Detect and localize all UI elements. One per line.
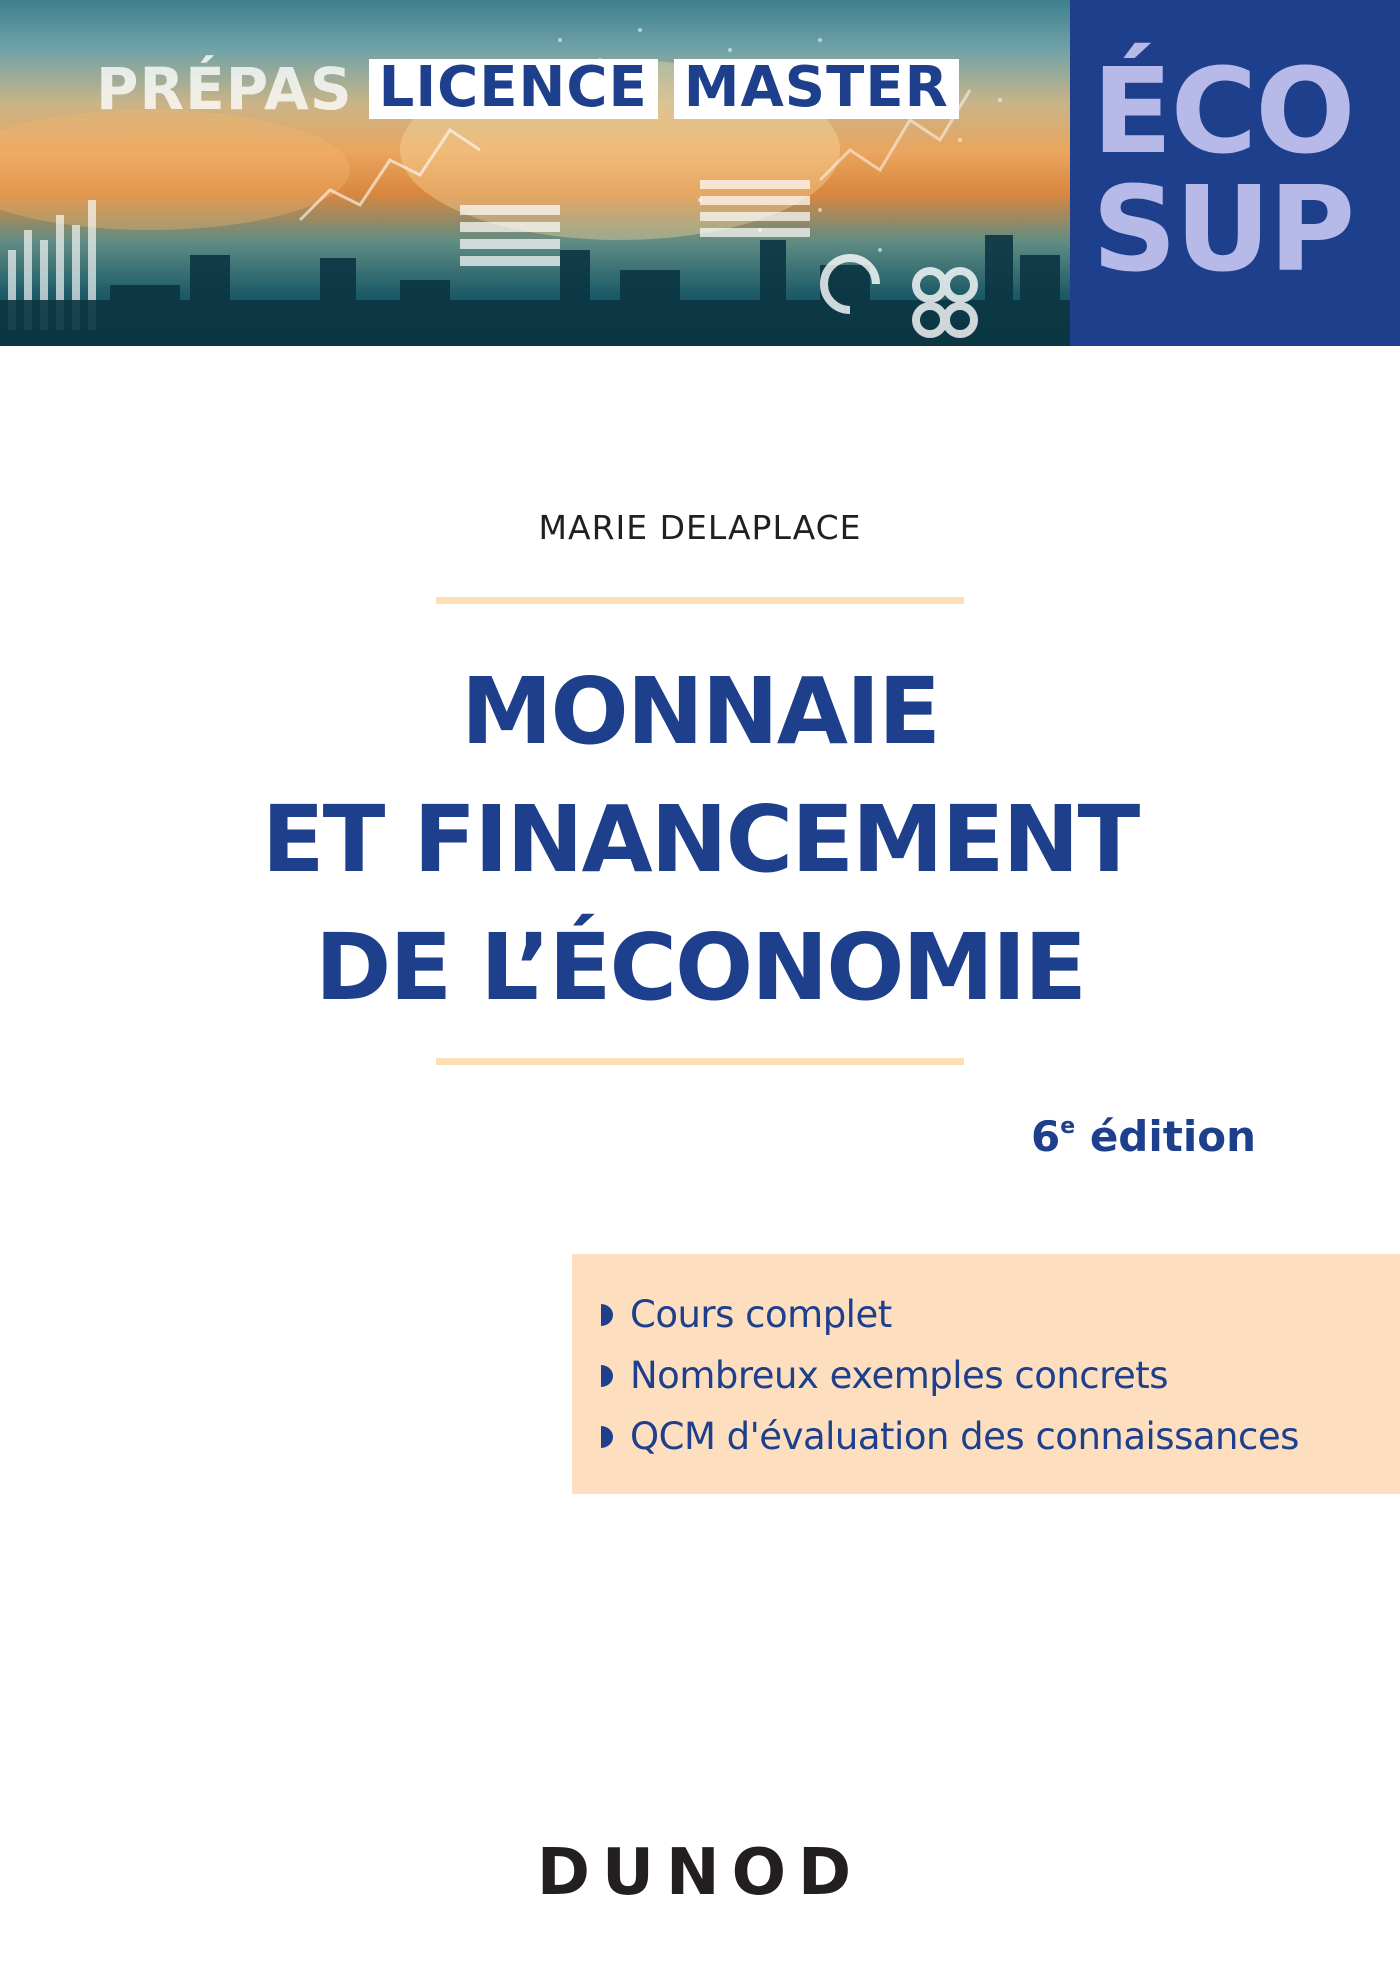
divider-top — [436, 597, 964, 604]
list-item — [598, 1345, 1299, 1406]
series-label-licence: LICENCE — [369, 59, 658, 119]
features-list — [598, 1284, 1299, 1467]
title-line: ET FINANCEMENT — [261, 786, 1139, 893]
list-item — [598, 1406, 1299, 1467]
collection-logo — [1070, 0, 1400, 346]
list-item — [598, 1284, 1299, 1345]
book-title — [0, 648, 1400, 1032]
collection-logo-line1: ÉCO — [1092, 42, 1354, 180]
feature-text: QCM d'évaluation des connaissances — [630, 1415, 1299, 1458]
series-label-master: MASTER — [674, 59, 959, 119]
publisher-logo: DUNOD — [536, 1836, 864, 1910]
half-circle-bullet-icon — [598, 1424, 616, 1450]
collection-logo-line2: SUP — [1092, 160, 1354, 298]
half-circle-bullet-icon — [598, 1302, 616, 1328]
title-line: MONNAIE — [460, 658, 940, 765]
series-label-prepas: PRÉPAS — [96, 55, 353, 123]
divider-bottom — [436, 1058, 964, 1065]
edition-label — [1031, 1112, 1256, 1161]
city-finance-illustration — [0, 0, 1070, 346]
feature-text: Nombreux exemples concrets — [630, 1354, 1169, 1397]
cover-banner-image — [0, 0, 1070, 346]
half-circle-bullet-icon — [598, 1363, 616, 1389]
author-name: MARIE DELAPLACE — [538, 508, 862, 547]
edition-word: édition — [1089, 1112, 1256, 1161]
features-box — [572, 1254, 1400, 1494]
feature-text: Cours complet — [630, 1293, 892, 1336]
title-line: DE L’ÉCONOMIE — [314, 914, 1086, 1021]
edition-suffix: e — [1060, 1114, 1076, 1139]
edition-number: 6 — [1031, 1112, 1061, 1161]
series-labels — [96, 55, 959, 123]
